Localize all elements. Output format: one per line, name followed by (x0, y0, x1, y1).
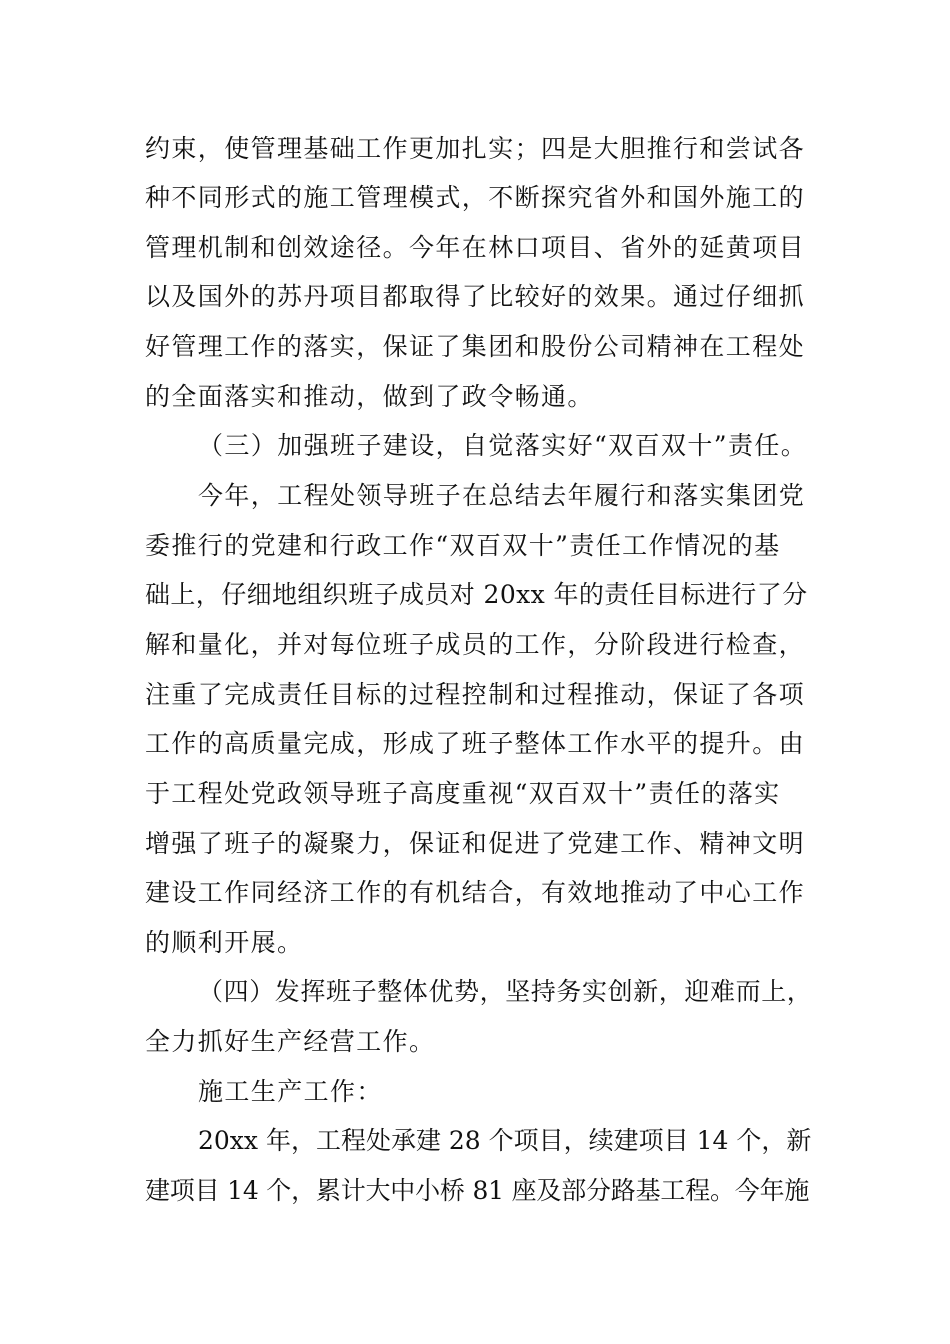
text-line: 础上，仔细地组织班子成员对 20xx 年的责任目标进行了分 (145, 580, 808, 609)
text-line: 管理机制和创效途径。今年在林口项目、省外的延黄项目 (145, 233, 806, 262)
text-line: 建项目 14 个，累计大中小桥 81 座及部分路基工程。今年施 (145, 1176, 810, 1205)
text-line: 于工程处党政领导班子高度重视“双百双十”责任的落实 (145, 779, 781, 808)
text-line: 增强了班子的凝聚力，保证和促进了党建工作、精神文明 (145, 829, 806, 858)
text-line: 解和量化，并对每位班子成员的工作，分阶段进行检查， (145, 630, 806, 659)
text-line: 工作的高质量完成，形成了班子整体工作水平的提升。由 (145, 729, 806, 758)
text-line: 20xx 年，工程处承建 28 个项目，续建项目 14 个，新 (198, 1126, 812, 1155)
text-line: 种不同形式的施工管理模式，不断探究省外和国外施工的 (145, 183, 806, 212)
section-heading: （三）加强班子建设，自觉落实好“双百双十”责任。 (198, 431, 808, 460)
text-line: 注重了完成责任目标的过程控制和过程推动，保证了各项 (145, 680, 806, 709)
text-line: 好管理工作的落实，保证了集团和股份公司精神在工程处 (145, 332, 806, 361)
text-line: 建设工作同经济工作的有机结合，有效地推动了中心工作 (145, 878, 806, 907)
subheading: 施工生产工作： (198, 1077, 383, 1106)
text-line: 的全面落实和推动，做到了政令畅通。 (145, 382, 594, 411)
text-line: 的顺利开展。 (145, 928, 304, 957)
text-line: 以及国外的苏丹项目都取得了比较好的效果。通过仔细抓 (145, 282, 806, 311)
section-heading: （四）发挥班子整体优势，坚持务实创新，迎难而上， (198, 977, 813, 1006)
text-line: 全力抓好生产经营工作。 (145, 1027, 436, 1056)
text-line: 约束，使管理基础工作更加扎实；四是大胆推行和尝试各 (145, 134, 806, 163)
text-line: 今年，工程处领导班子在总结去年履行和落实集团党 (198, 481, 806, 510)
text-line: 委推行的党建和行政工作“双百双十”责任工作情况的基 (145, 531, 781, 560)
